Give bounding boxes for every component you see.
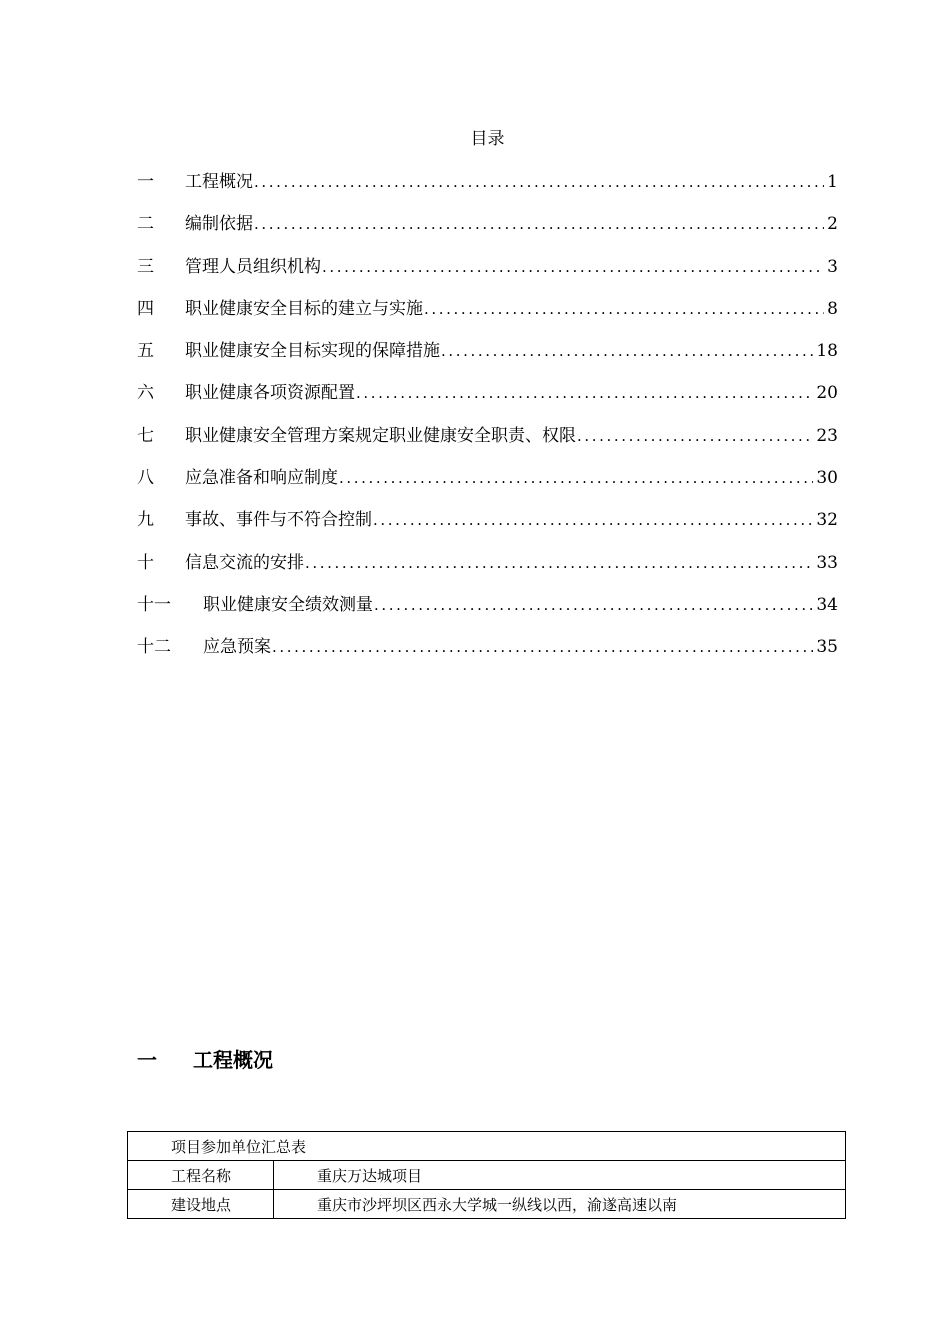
- toc-entry-number: 十: [137, 552, 154, 573]
- toc-entry[interactable]: [137, 167, 838, 209]
- toc-entry[interactable]: [137, 209, 838, 251]
- toc-leader-dots: [441, 342, 813, 360]
- toc-entry[interactable]: [137, 336, 838, 378]
- toc-entry-label: 职业健康安全绩效测量: [203, 594, 373, 615]
- toc-entry-number: 七: [137, 425, 154, 446]
- toc-leader-dots: [254, 173, 824, 191]
- toc-entry-number: 六: [137, 383, 154, 404]
- toc-entry[interactable]: [137, 505, 838, 547]
- toc-entry-label: 管理人员组织机构: [185, 256, 321, 277]
- toc-entry-page: 2: [827, 214, 838, 235]
- toc-entry-number: 二: [137, 214, 154, 235]
- toc-leader-dots: [322, 258, 824, 276]
- toc-entry-page: 20: [816, 383, 838, 404]
- toc-leader-dots: [272, 638, 813, 656]
- table-row: [128, 1190, 846, 1219]
- table-cell-label: 工程名称: [128, 1161, 274, 1190]
- toc-entry-number: 十一: [137, 594, 171, 615]
- toc-entry-label: 职业健康安全目标的建立与实施: [185, 298, 423, 319]
- toc-entry-label: 职业健康安全目标实现的保障措施: [185, 341, 440, 362]
- table-caption-row: [128, 1132, 846, 1161]
- toc-leader-dots: [374, 596, 813, 614]
- project-info-table: [127, 1131, 846, 1219]
- toc-entry-page: 1: [827, 172, 838, 192]
- toc-entry-number: 五: [137, 341, 154, 362]
- toc-entry[interactable]: [137, 632, 838, 674]
- toc-entry-label: 应急准备和响应制度: [185, 468, 338, 489]
- toc-entry-number: 十二: [137, 637, 171, 658]
- toc-entry-number: 三: [137, 256, 154, 277]
- toc-entry-label: 信息交流的安排: [185, 552, 304, 573]
- toc-entry-number: 四: [137, 298, 154, 319]
- toc-entry-page: 23: [816, 425, 838, 446]
- table-cell-label: 建设地点: [128, 1190, 274, 1219]
- toc-entry-label: 应急预案: [203, 637, 271, 658]
- toc-entry-label: 工程概况: [185, 172, 253, 192]
- toc-entry-page: 34: [816, 594, 838, 615]
- toc-leader-dots: [305, 554, 813, 572]
- toc-entry-page: 30: [816, 468, 838, 489]
- section-number: 一: [137, 1048, 157, 1072]
- toc-entry-page: 8: [827, 298, 838, 319]
- toc-entry-page: 18: [816, 341, 838, 362]
- toc-entry[interactable]: [137, 252, 838, 294]
- toc-entry[interactable]: [137, 590, 838, 632]
- toc-leader-dots: [424, 300, 824, 318]
- toc-leader-dots: [339, 469, 813, 487]
- table-of-contents: [137, 167, 838, 675]
- section-heading: [137, 1044, 273, 1073]
- toc-entry[interactable]: [137, 463, 838, 505]
- toc-entry-label: 事故、事件与不符合控制: [185, 510, 372, 531]
- toc-leader-dots: [373, 511, 813, 529]
- toc-entry-page: 32: [816, 510, 838, 531]
- toc-entry-label: 职业健康各项资源配置: [185, 383, 355, 404]
- toc-entry-page: 35: [816, 637, 838, 658]
- toc-entry-number: 八: [137, 468, 154, 489]
- toc-entry[interactable]: [137, 421, 838, 463]
- toc-entry-label: 职业健康安全管理方案规定职业健康安全职责、权限: [185, 425, 576, 446]
- toc-entry-label: 编制依据: [185, 214, 253, 235]
- table-caption: 项目参加单位汇总表: [128, 1132, 846, 1161]
- toc-entry[interactable]: [137, 378, 838, 420]
- table-cell-value: 重庆万达城项目: [274, 1161, 846, 1190]
- toc-title: 目录: [470, 129, 505, 149]
- table-row: [128, 1161, 846, 1190]
- toc-entry[interactable]: [137, 294, 838, 336]
- toc-entry-page: 3: [827, 256, 838, 277]
- toc-leader-dots: [356, 384, 813, 402]
- toc-entry-number: 一: [137, 172, 154, 192]
- toc-leader-dots: [577, 427, 813, 445]
- toc-entry-number: 九: [137, 510, 154, 531]
- toc-entry[interactable]: [137, 548, 838, 590]
- toc-entry-page: 33: [816, 552, 838, 573]
- table-cell-value: 重庆市沙坪坝区西永大学城一纵线以西，渝遂高速以南: [274, 1190, 846, 1219]
- toc-leader-dots: [254, 215, 824, 233]
- section-title: 工程概况: [193, 1048, 273, 1072]
